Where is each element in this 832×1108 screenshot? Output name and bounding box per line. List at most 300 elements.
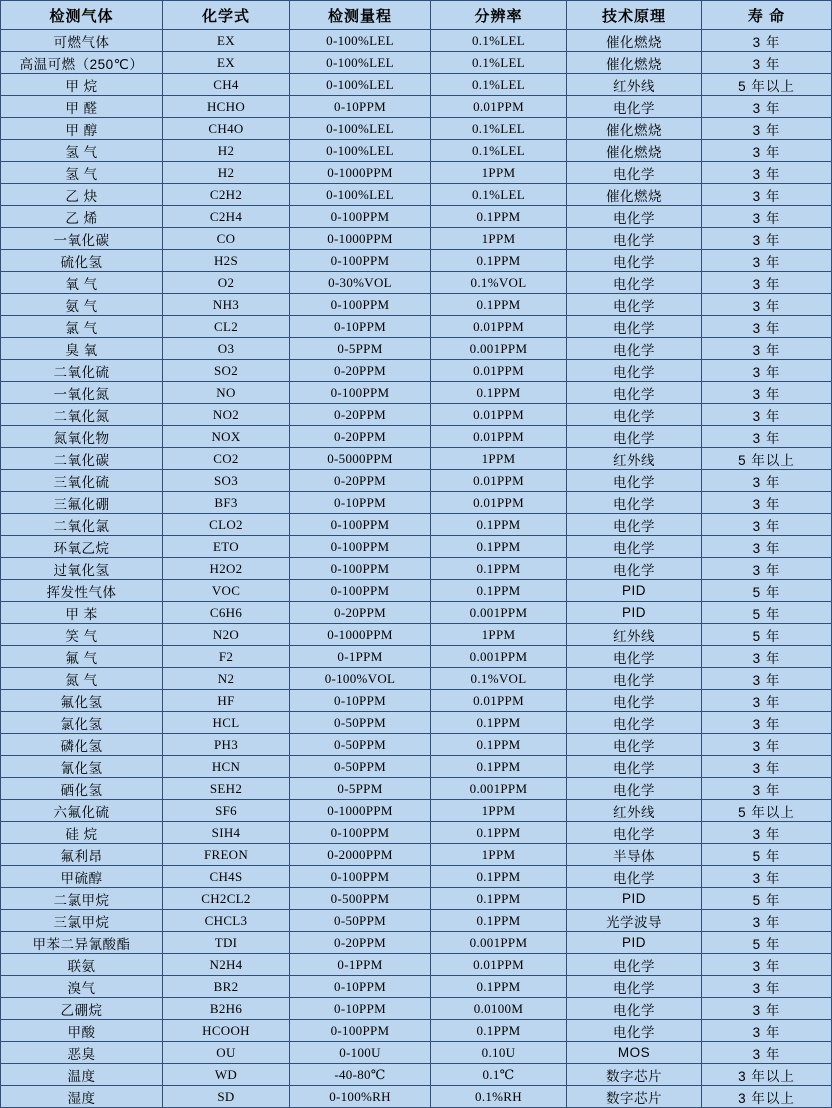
- cell-range: 0-100PPM: [290, 1020, 431, 1042]
- cell-lifetime: 3 年: [702, 646, 832, 668]
- cell-gas-name: 一氧化氮: [1, 382, 163, 404]
- cell-principle: 电化学: [567, 162, 702, 184]
- cell-gas-name: 硅 烷: [1, 822, 163, 844]
- cell-gas-name: 溴气: [1, 976, 163, 998]
- cell-resolution: 0.1%VOL: [431, 272, 567, 294]
- cell-formula: H2: [163, 162, 290, 184]
- cell-lifetime: 3 年: [702, 822, 832, 844]
- table-row: [1, 910, 832, 932]
- cell-lifetime: 3 年: [702, 52, 832, 74]
- cell-gas-name: 一氧化碳: [1, 228, 163, 250]
- cell-range: 0-20PPM: [290, 426, 431, 448]
- cell-range: 0-10PPM: [290, 316, 431, 338]
- cell-resolution: 0.1PPM: [431, 1020, 567, 1042]
- cell-gas-name: 二氧化氮: [1, 404, 163, 426]
- cell-range: 0-10PPM: [290, 690, 431, 712]
- cell-resolution: 0.1%VOL: [431, 668, 567, 690]
- cell-lifetime: 3 年: [702, 360, 832, 382]
- cell-principle: 电化学: [567, 426, 702, 448]
- table-row: [1, 558, 832, 580]
- cell-gas-name: 过氧化氢: [1, 558, 163, 580]
- cell-gas-name: 六氟化硫: [1, 800, 163, 822]
- cell-lifetime: 3 年: [702, 998, 832, 1020]
- cell-principle: 催化燃烧: [567, 184, 702, 206]
- cell-gas-name: 甲硫醇: [1, 866, 163, 888]
- cell-range: 0-100%LEL: [290, 74, 431, 96]
- cell-resolution: 0.1PPM: [431, 888, 567, 910]
- cell-range: 0-2000PPM: [290, 844, 431, 866]
- cell-principle: 电化学: [567, 272, 702, 294]
- cell-formula: EX: [163, 30, 290, 52]
- cell-principle: 电化学: [567, 866, 702, 888]
- cell-formula: NO: [163, 382, 290, 404]
- cell-gas-name: 高温可燃（250℃）: [1, 52, 163, 74]
- cell-resolution: 0.001PPM: [431, 778, 567, 800]
- cell-range: 0-50PPM: [290, 734, 431, 756]
- cell-range: 0-100PPM: [290, 382, 431, 404]
- cell-resolution: 0.001PPM: [431, 932, 567, 954]
- cell-lifetime: 3 年: [702, 184, 832, 206]
- cell-resolution: 0.01PPM: [431, 360, 567, 382]
- table-row: [1, 624, 832, 646]
- cell-principle: 半导体: [567, 844, 702, 866]
- cell-lifetime: 3 年: [702, 404, 832, 426]
- cell-resolution: 0.1PPM: [431, 822, 567, 844]
- cell-resolution: 0.1PPM: [431, 206, 567, 228]
- cell-lifetime: 3 年: [702, 668, 832, 690]
- cell-range: 0-100PPM: [290, 822, 431, 844]
- cell-resolution: 0.1PPM: [431, 250, 567, 272]
- table-row: [1, 1042, 832, 1064]
- table-row: [1, 118, 832, 140]
- cell-resolution: 0.1PPM: [431, 976, 567, 998]
- cell-gas-name: 甲 苯: [1, 602, 163, 624]
- cell-formula: HF: [163, 690, 290, 712]
- cell-resolution: 1PPM: [431, 624, 567, 646]
- cell-range: 0-20PPM: [290, 404, 431, 426]
- cell-gas-name: 氰化氢: [1, 756, 163, 778]
- cell-lifetime: 3 年: [702, 778, 832, 800]
- cell-lifetime: 3 年: [702, 734, 832, 756]
- table-row: [1, 360, 832, 382]
- table-row: [1, 96, 832, 118]
- cell-gas-name: 氧 气: [1, 272, 163, 294]
- cell-range: 0-100%LEL: [290, 140, 431, 162]
- cell-formula: H2S: [163, 250, 290, 272]
- table-row: [1, 382, 832, 404]
- table-row: [1, 602, 832, 624]
- cell-formula: SIH4: [163, 822, 290, 844]
- cell-formula: WD: [163, 1064, 290, 1086]
- table-row: [1, 646, 832, 668]
- table-row: [1, 976, 832, 998]
- cell-lifetime: 5 年: [702, 624, 832, 646]
- cell-formula: B2H6: [163, 998, 290, 1020]
- cell-lifetime: 3 年: [702, 382, 832, 404]
- cell-range: 0-5PPM: [290, 338, 431, 360]
- cell-gas-name: 笑 气: [1, 624, 163, 646]
- cell-range: 0-10PPM: [290, 998, 431, 1020]
- cell-principle: 电化学: [567, 96, 702, 118]
- cell-range: 0-1000PPM: [290, 162, 431, 184]
- table-row: [1, 316, 832, 338]
- table-row: [1, 954, 832, 976]
- table-row: [1, 74, 832, 96]
- cell-gas-name: 甲 烷: [1, 74, 163, 96]
- cell-formula: N2O: [163, 624, 290, 646]
- cell-range: 0-100PPM: [290, 250, 431, 272]
- cell-principle: 电化学: [567, 690, 702, 712]
- cell-range: 0-100PPM: [290, 294, 431, 316]
- cell-gas-name: 挥发性气体: [1, 580, 163, 602]
- column-header-formula: 化学式: [163, 1, 290, 30]
- cell-principle: 电化学: [567, 998, 702, 1020]
- cell-gas-name: 三氟化硼: [1, 492, 163, 514]
- cell-lifetime: 3 年: [702, 96, 832, 118]
- cell-gas-name: 湿度: [1, 1086, 163, 1108]
- table-row: [1, 228, 832, 250]
- cell-resolution: 0.01PPM: [431, 690, 567, 712]
- cell-principle: 电化学: [567, 316, 702, 338]
- table-row: [1, 1086, 832, 1108]
- cell-formula: CH2CL2: [163, 888, 290, 910]
- cell-resolution: 1PPM: [431, 228, 567, 250]
- cell-formula: CH4O: [163, 118, 290, 140]
- cell-principle: 电化学: [567, 756, 702, 778]
- cell-principle: 电化学: [567, 250, 702, 272]
- cell-lifetime: 3 年: [702, 954, 832, 976]
- table-row: [1, 338, 832, 360]
- cell-gas-name: 甲酸: [1, 1020, 163, 1042]
- cell-formula: BR2: [163, 976, 290, 998]
- cell-principle: 数字芯片: [567, 1064, 702, 1086]
- cell-lifetime: 3 年: [702, 338, 832, 360]
- cell-formula: N2: [163, 668, 290, 690]
- table-row: [1, 844, 832, 866]
- cell-lifetime: 3 年以上: [702, 1064, 832, 1086]
- cell-formula: O2: [163, 272, 290, 294]
- cell-gas-name: 硒化氢: [1, 778, 163, 800]
- cell-gas-name: 二氧化碳: [1, 448, 163, 470]
- cell-formula: FREON: [163, 844, 290, 866]
- cell-gas-name: 环氧乙烷: [1, 536, 163, 558]
- cell-range: 0-100PPM: [290, 514, 431, 536]
- cell-resolution: 0.01PPM: [431, 316, 567, 338]
- cell-lifetime: 3 年以上: [702, 1086, 832, 1108]
- cell-lifetime: 5 年: [702, 580, 832, 602]
- column-header-range: 检测量程: [290, 1, 431, 30]
- cell-formula: OU: [163, 1042, 290, 1064]
- cell-resolution: 0.1PPM: [431, 756, 567, 778]
- table-body: [1, 30, 832, 1108]
- cell-principle: 电化学: [567, 470, 702, 492]
- cell-principle: 电化学: [567, 404, 702, 426]
- cell-range: 0-10PPM: [290, 96, 431, 118]
- cell-resolution: 0.1℃: [431, 1064, 567, 1086]
- cell-lifetime: 5 年: [702, 602, 832, 624]
- cell-formula: BF3: [163, 492, 290, 514]
- cell-range: 0-100%LEL: [290, 30, 431, 52]
- table-row: [1, 1020, 832, 1042]
- cell-range: 0-1000PPM: [290, 624, 431, 646]
- cell-gas-name: 氯化氢: [1, 712, 163, 734]
- cell-formula: SO2: [163, 360, 290, 382]
- table-row: [1, 272, 832, 294]
- cell-gas-name: 甲苯二异氰酸酯: [1, 932, 163, 954]
- cell-resolution: 0.1%LEL: [431, 30, 567, 52]
- cell-lifetime: 3 年: [702, 866, 832, 888]
- cell-resolution: 1PPM: [431, 800, 567, 822]
- cell-gas-name: 氮氧化物: [1, 426, 163, 448]
- cell-resolution: 0.1PPM: [431, 910, 567, 932]
- cell-principle: 红外线: [567, 448, 702, 470]
- cell-gas-name: 甲 醇: [1, 118, 163, 140]
- cell-gas-name: 氟化氢: [1, 690, 163, 712]
- cell-lifetime: 3 年: [702, 514, 832, 536]
- cell-principle: 电化学: [567, 514, 702, 536]
- table-row: [1, 426, 832, 448]
- cell-principle: PID: [567, 932, 702, 954]
- cell-principle: 红外线: [567, 74, 702, 96]
- column-header-resolution: 分辨率: [431, 1, 567, 30]
- table-row: [1, 932, 832, 954]
- cell-lifetime: 3 年: [702, 910, 832, 932]
- cell-range: -40-80℃: [290, 1064, 431, 1086]
- cell-range: 0-50PPM: [290, 756, 431, 778]
- cell-principle: 电化学: [567, 954, 702, 976]
- cell-resolution: 0.1%LEL: [431, 184, 567, 206]
- cell-resolution: 0.1PPM: [431, 382, 567, 404]
- table-row: [1, 690, 832, 712]
- cell-range: 0-100%LEL: [290, 184, 431, 206]
- cell-gas-name: 甲 醛: [1, 96, 163, 118]
- cell-resolution: 0.1PPM: [431, 866, 567, 888]
- cell-range: 0-100U: [290, 1042, 431, 1064]
- cell-gas-name: 磷化氢: [1, 734, 163, 756]
- cell-gas-name: 温度: [1, 1064, 163, 1086]
- table-row: [1, 492, 832, 514]
- cell-range: 0-100PPM: [290, 866, 431, 888]
- table-row: [1, 822, 832, 844]
- cell-principle: 电化学: [567, 976, 702, 998]
- cell-lifetime: 5 年以上: [702, 800, 832, 822]
- cell-gas-name: 二氧化硫: [1, 360, 163, 382]
- cell-principle: 电化学: [567, 558, 702, 580]
- cell-lifetime: 3 年: [702, 206, 832, 228]
- cell-lifetime: 3 年: [702, 492, 832, 514]
- cell-gas-name: 氢 气: [1, 140, 163, 162]
- cell-gas-name: 三氯甲烷: [1, 910, 163, 932]
- cell-principle: 电化学: [567, 712, 702, 734]
- cell-gas-name: 乙 炔: [1, 184, 163, 206]
- table-row: [1, 52, 832, 74]
- cell-range: 0-1PPM: [290, 954, 431, 976]
- cell-formula: NH3: [163, 294, 290, 316]
- cell-resolution: 0.1%LEL: [431, 140, 567, 162]
- cell-resolution: 0.1%LEL: [431, 74, 567, 96]
- cell-range: 0-1PPM: [290, 646, 431, 668]
- cell-gas-name: 恶臭: [1, 1042, 163, 1064]
- cell-range: 0-20PPM: [290, 602, 431, 624]
- column-header-gas-name: 检测气体: [1, 1, 163, 30]
- cell-formula: O3: [163, 338, 290, 360]
- cell-formula: SO3: [163, 470, 290, 492]
- cell-formula: CO2: [163, 448, 290, 470]
- cell-resolution: 0.01PPM: [431, 492, 567, 514]
- table-row: [1, 514, 832, 536]
- cell-resolution: 0.001PPM: [431, 602, 567, 624]
- cell-formula: VOC: [163, 580, 290, 602]
- cell-formula: CHCL3: [163, 910, 290, 932]
- table-row: [1, 888, 832, 910]
- cell-formula: ETO: [163, 536, 290, 558]
- cell-principle: 电化学: [567, 338, 702, 360]
- cell-principle: 电化学: [567, 492, 702, 514]
- cell-range: 0-50PPM: [290, 712, 431, 734]
- cell-resolution: 1PPM: [431, 844, 567, 866]
- cell-lifetime: 3 年: [702, 250, 832, 272]
- cell-lifetime: 5 年: [702, 844, 832, 866]
- cell-lifetime: 3 年: [702, 558, 832, 580]
- table-row: [1, 580, 832, 602]
- cell-range: 0-100PPM: [290, 536, 431, 558]
- cell-principle: 电化学: [567, 822, 702, 844]
- cell-resolution: 0.1%LEL: [431, 118, 567, 140]
- cell-resolution: 0.1PPM: [431, 536, 567, 558]
- cell-lifetime: 3 年: [702, 272, 832, 294]
- cell-formula: SD: [163, 1086, 290, 1108]
- cell-principle: 催化燃烧: [567, 140, 702, 162]
- cell-principle: 光学波导: [567, 910, 702, 932]
- cell-resolution: 0.1PPM: [431, 558, 567, 580]
- cell-resolution: 0.1PPM: [431, 580, 567, 602]
- cell-formula: CLO2: [163, 514, 290, 536]
- cell-principle: 数字芯片: [567, 1086, 702, 1108]
- column-header-principle: 技术原理: [567, 1, 702, 30]
- cell-formula: H2: [163, 140, 290, 162]
- cell-gas-name: 乙硼烷: [1, 998, 163, 1020]
- cell-formula: C2H4: [163, 206, 290, 228]
- cell-range: 0-30%VOL: [290, 272, 431, 294]
- cell-range: 0-100%RH: [290, 1086, 431, 1108]
- cell-formula: SF6: [163, 800, 290, 822]
- table-row: [1, 184, 832, 206]
- cell-principle: 催化燃烧: [567, 118, 702, 140]
- cell-formula: TDI: [163, 932, 290, 954]
- cell-principle: 电化学: [567, 778, 702, 800]
- cell-resolution: 0.001PPM: [431, 338, 567, 360]
- cell-resolution: 0.01PPM: [431, 954, 567, 976]
- cell-resolution: 0.01PPM: [431, 426, 567, 448]
- cell-gas-name: 氮 气: [1, 668, 163, 690]
- cell-gas-name: 硫化氢: [1, 250, 163, 272]
- table-row: [1, 778, 832, 800]
- cell-range: 0-1000PPM: [290, 800, 431, 822]
- cell-gas-name: 氟 气: [1, 646, 163, 668]
- cell-principle: 电化学: [567, 646, 702, 668]
- table-row: [1, 470, 832, 492]
- cell-lifetime: 3 年: [702, 1042, 832, 1064]
- cell-resolution: 0.01PPM: [431, 96, 567, 118]
- cell-lifetime: 5 年以上: [702, 74, 832, 96]
- cell-range: 0-100PPM: [290, 558, 431, 580]
- table-header: [1, 1, 832, 30]
- cell-lifetime: 3 年: [702, 426, 832, 448]
- cell-principle: 催化燃烧: [567, 52, 702, 74]
- cell-lifetime: 5 年: [702, 932, 832, 954]
- cell-principle: 电化学: [567, 360, 702, 382]
- cell-principle: 红外线: [567, 624, 702, 646]
- cell-gas-name: 三氧化硫: [1, 470, 163, 492]
- cell-principle: 电化学: [567, 206, 702, 228]
- table-row: [1, 866, 832, 888]
- cell-formula: HCOOH: [163, 1020, 290, 1042]
- cell-resolution: 0.1%RH: [431, 1086, 567, 1108]
- cell-formula: NO2: [163, 404, 290, 426]
- cell-principle: 电化学: [567, 1020, 702, 1042]
- table-row: [1, 30, 832, 52]
- cell-resolution: 0.0100M: [431, 998, 567, 1020]
- cell-range: 0-5PPM: [290, 778, 431, 800]
- cell-lifetime: 3 年: [702, 228, 832, 250]
- cell-gas-name: 可燃气体: [1, 30, 163, 52]
- cell-range: 0-100%LEL: [290, 52, 431, 74]
- cell-formula: CO: [163, 228, 290, 250]
- cell-lifetime: 3 年: [702, 690, 832, 712]
- cell-formula: CH4: [163, 74, 290, 96]
- cell-lifetime: 5 年: [702, 888, 832, 910]
- cell-principle: PID: [567, 602, 702, 624]
- table-row: [1, 734, 832, 756]
- cell-lifetime: 3 年: [702, 976, 832, 998]
- cell-principle: 电化学: [567, 294, 702, 316]
- table-row: [1, 448, 832, 470]
- cell-formula: H2O2: [163, 558, 290, 580]
- table-row: [1, 712, 832, 734]
- cell-gas-name: 臭 氧: [1, 338, 163, 360]
- cell-lifetime: 3 年: [702, 162, 832, 184]
- cell-range: 0-1000PPM: [290, 228, 431, 250]
- table-row: [1, 756, 832, 778]
- cell-formula: N2H4: [163, 954, 290, 976]
- cell-resolution: 0.1PPM: [431, 734, 567, 756]
- cell-principle: 电化学: [567, 228, 702, 250]
- cell-lifetime: 3 年: [702, 1020, 832, 1042]
- cell-formula: EX: [163, 52, 290, 74]
- table-row: [1, 998, 832, 1020]
- cell-formula: CH4S: [163, 866, 290, 888]
- cell-principle: MOS: [567, 1042, 702, 1064]
- table-row: [1, 536, 832, 558]
- cell-formula: F2: [163, 646, 290, 668]
- header-row: [1, 1, 832, 30]
- cell-range: 0-20PPM: [290, 932, 431, 954]
- cell-lifetime: 3 年: [702, 470, 832, 492]
- cell-resolution: 1PPM: [431, 162, 567, 184]
- table-row: [1, 294, 832, 316]
- cell-lifetime: 3 年: [702, 316, 832, 338]
- cell-range: 0-100PPM: [290, 580, 431, 602]
- table-row: [1, 140, 832, 162]
- cell-range: 0-10PPM: [290, 976, 431, 998]
- table-row: [1, 800, 832, 822]
- cell-range: 0-20PPM: [290, 360, 431, 382]
- cell-gas-name: 氢 气: [1, 162, 163, 184]
- cell-resolution: 0.01PPM: [431, 404, 567, 426]
- cell-gas-name: 联氨: [1, 954, 163, 976]
- cell-resolution: 0.1PPM: [431, 514, 567, 536]
- cell-principle: PID: [567, 888, 702, 910]
